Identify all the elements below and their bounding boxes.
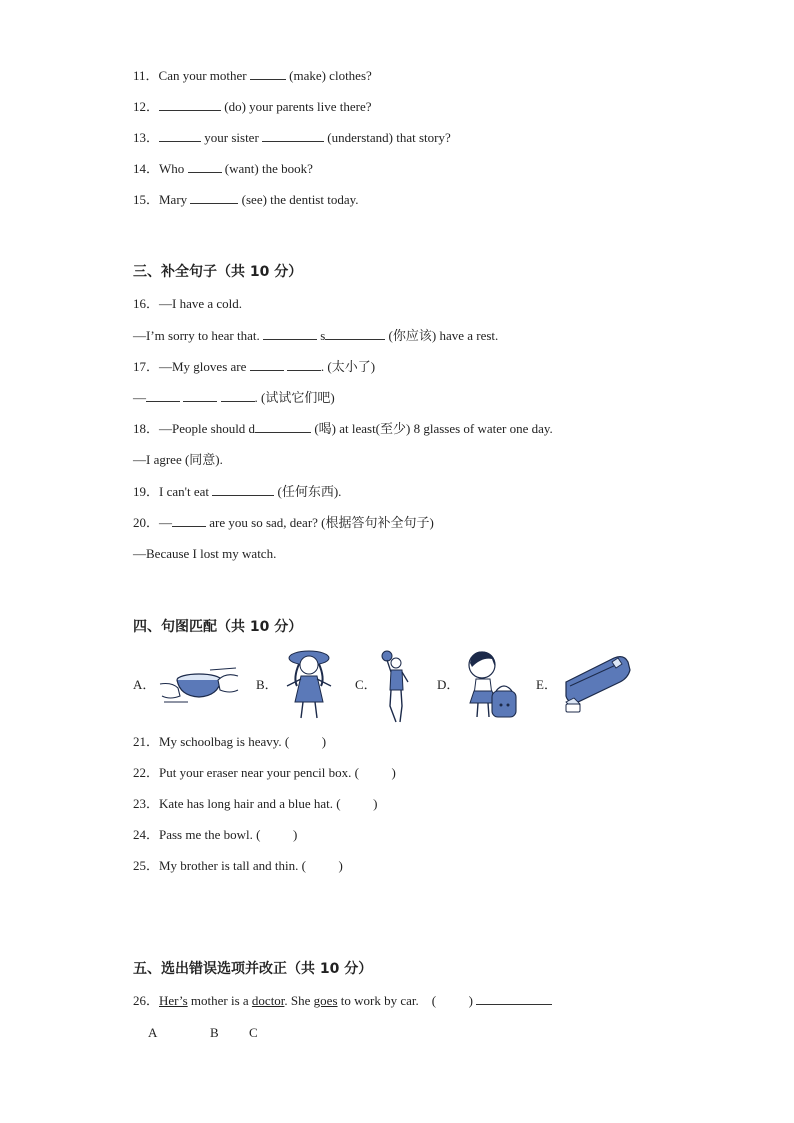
- bowl-hands-image: [158, 662, 240, 708]
- answer-blank[interactable]: [255, 421, 311, 433]
- choice-label-a: A: [148, 1025, 158, 1040]
- tall-boy-image: [378, 648, 412, 724]
- option-c-label: C．: [355, 677, 377, 692]
- answer-blank[interactable]: [287, 359, 321, 371]
- answer-blank[interactable]: [190, 192, 238, 204]
- answer-blank[interactable]: [159, 99, 221, 111]
- question-12: 12． (do) your parents live there?: [133, 99, 372, 114]
- answer-blank[interactable]: [159, 130, 201, 142]
- option-e-label: E．: [536, 677, 557, 692]
- question-26: 26．Her’s mother is a doctor. She goes to work by car. ( ): [133, 993, 552, 1009]
- answer-blank[interactable]: [250, 68, 286, 80]
- question-20-reply: —Because I lost my watch.: [133, 546, 277, 561]
- section-3-title: 三、补全句子（共 10 分）: [133, 264, 303, 280]
- question-11: 11．Can your mother (make) clothes?: [133, 68, 372, 83]
- question-25: 25．My brother is tall and thin. ( ): [133, 858, 343, 873]
- section-4-title: 四、句图匹配（共 10 分）: [133, 619, 303, 635]
- answer-blank[interactable]: [476, 993, 552, 1005]
- answer-blank[interactable]: [263, 328, 317, 340]
- pencil-box-eraser-image: [560, 652, 634, 718]
- question-13: 13． your sister (understand) that story?: [133, 130, 451, 145]
- question-18-prompt: 18．—People should d (喝) at least(至少) 8 glasses of water one day.: [133, 421, 553, 436]
- question-16-prompt: 16．—I have a cold.: [133, 296, 243, 311]
- answer-blank[interactable]: [325, 328, 385, 340]
- option-b-label: B．: [256, 677, 278, 692]
- question-16-reply: —I’m sorry to hear that. s (你应该) have a rest.: [133, 328, 499, 343]
- question-14: 14．Who (want) the book?: [133, 161, 313, 176]
- question-21: 21．My schoolbag is heavy. ( ): [133, 734, 327, 749]
- question-18-reply: —I agree (同意).: [133, 452, 223, 467]
- section-5-title: 五、选出错误选项并改正（共 10 分）: [133, 961, 373, 977]
- underlined-word-b: doctor: [251, 993, 285, 1008]
- answer-blank[interactable]: [172, 515, 206, 527]
- girl-schoolbag-image: [462, 647, 522, 721]
- question-23: 23．Kate has long hair and a blue hat. ( ): [133, 796, 378, 811]
- question-20-prompt: 20．— are you so sad, dear? (根据答句补全句子): [133, 515, 434, 530]
- question-15: 15．Mary (see) the dentist today.: [133, 192, 359, 207]
- choice-label-c: C: [249, 1025, 258, 1040]
- answer-blank[interactable]: [250, 359, 284, 371]
- underlined-word-a: Her’s: [159, 993, 188, 1008]
- question-24: 24．Pass me the bowl. ( ): [133, 827, 298, 842]
- option-a-label: A．: [133, 677, 156, 692]
- option-d-label: D．: [437, 677, 460, 692]
- girl-blue-hat-image: [283, 646, 335, 722]
- answer-blank[interactable]: [188, 161, 222, 173]
- answer-blank[interactable]: [146, 390, 180, 402]
- answer-blank[interactable]: [212, 484, 274, 496]
- question-19: 19．I can't eat (任何东西).: [133, 484, 342, 499]
- choice-label-b: B: [210, 1025, 219, 1040]
- answer-blank[interactable]: [221, 390, 255, 402]
- question-17-reply: — . (试试它们吧): [133, 390, 335, 405]
- question-17-prompt: 17．—My gloves are . (太小了): [133, 359, 376, 374]
- underlined-word-c: goes: [313, 993, 338, 1008]
- question-22: 22．Put your eraser near your pencil box. ( ): [133, 765, 396, 780]
- answer-blank[interactable]: [262, 130, 324, 142]
- answer-blank[interactable]: [183, 390, 217, 402]
